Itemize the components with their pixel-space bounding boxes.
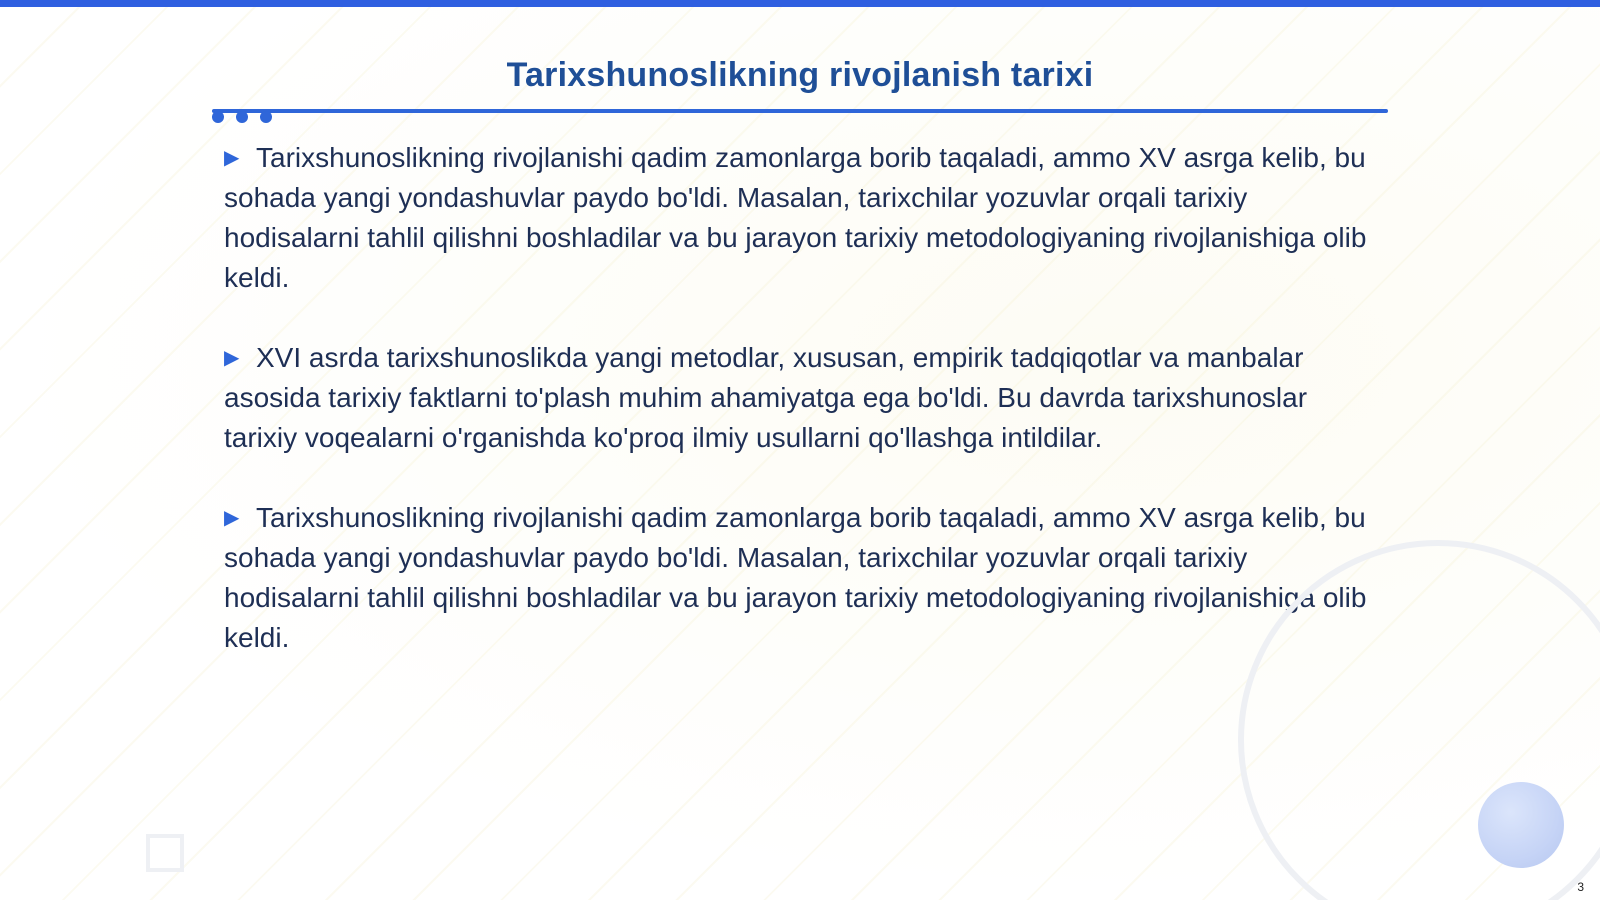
bullet-text: Tarixshunoslikning rivojlanishi qadim zamonlarga borib taqaladi, ammo XV asrga kelib, bu sohada yangi yondashuvlar paydo bo'ldi. Masalan, tarixchilar yozuvlar orqali tarixiy hodisalarni tahlil qilishni boshladilar va bu jarayon tarixiy metodologiyaning rivojlanishiga olib keldi. bbox=[224, 502, 1367, 653]
bullet-paragraph bbox=[224, 498, 1380, 658]
triangle-right-icon: ▶ bbox=[224, 507, 240, 529]
dot-icon bbox=[260, 111, 272, 123]
bullet-text: Tarixshunoslikning rivojlanishi qadim zamonlarga borib taqaladi, ammo XV asrga kelib, bu sohada yangi yondashuvlar paydo bo'ldi. Masalan, tarixchilar yozuvlar orqali tarixiy hodisalarni tahlil qilishni boshladilar va bu jarayon tarixiy metodologiyaning rivojlanishiga olib keldi. bbox=[224, 142, 1367, 293]
title-dots-decoration bbox=[212, 111, 282, 125]
triangle-right-icon: ▶ bbox=[224, 147, 240, 169]
dot-icon bbox=[236, 111, 248, 123]
dot-icon bbox=[212, 111, 224, 123]
slide-body bbox=[224, 138, 1380, 698]
top-accent-bar bbox=[0, 0, 1600, 7]
decorative-square bbox=[146, 834, 184, 872]
bullet-paragraph bbox=[224, 138, 1380, 298]
title-underline bbox=[212, 109, 1388, 113]
triangle-right-icon: ▶ bbox=[224, 347, 240, 369]
bullet-paragraph bbox=[224, 338, 1380, 458]
slide-title: Tarixshunoslikning rivojlanish tarixi bbox=[506, 56, 1094, 94]
decorative-sphere bbox=[1478, 782, 1564, 868]
bullet-text: XVI asrda tarixshunoslikda yangi metodlar, xususan, empirik tadqiqotlar va manbalar asosida tarixiy faktlarni to'plash muhim ahamiyatga ega bo'ldi. Bu davrda tarixshunoslar tarixiy voqealarni o'rganishda ko'proq ilmiy usullarni qo'llashga intildilar. bbox=[224, 342, 1308, 453]
page-number: 3 bbox=[1577, 880, 1584, 894]
